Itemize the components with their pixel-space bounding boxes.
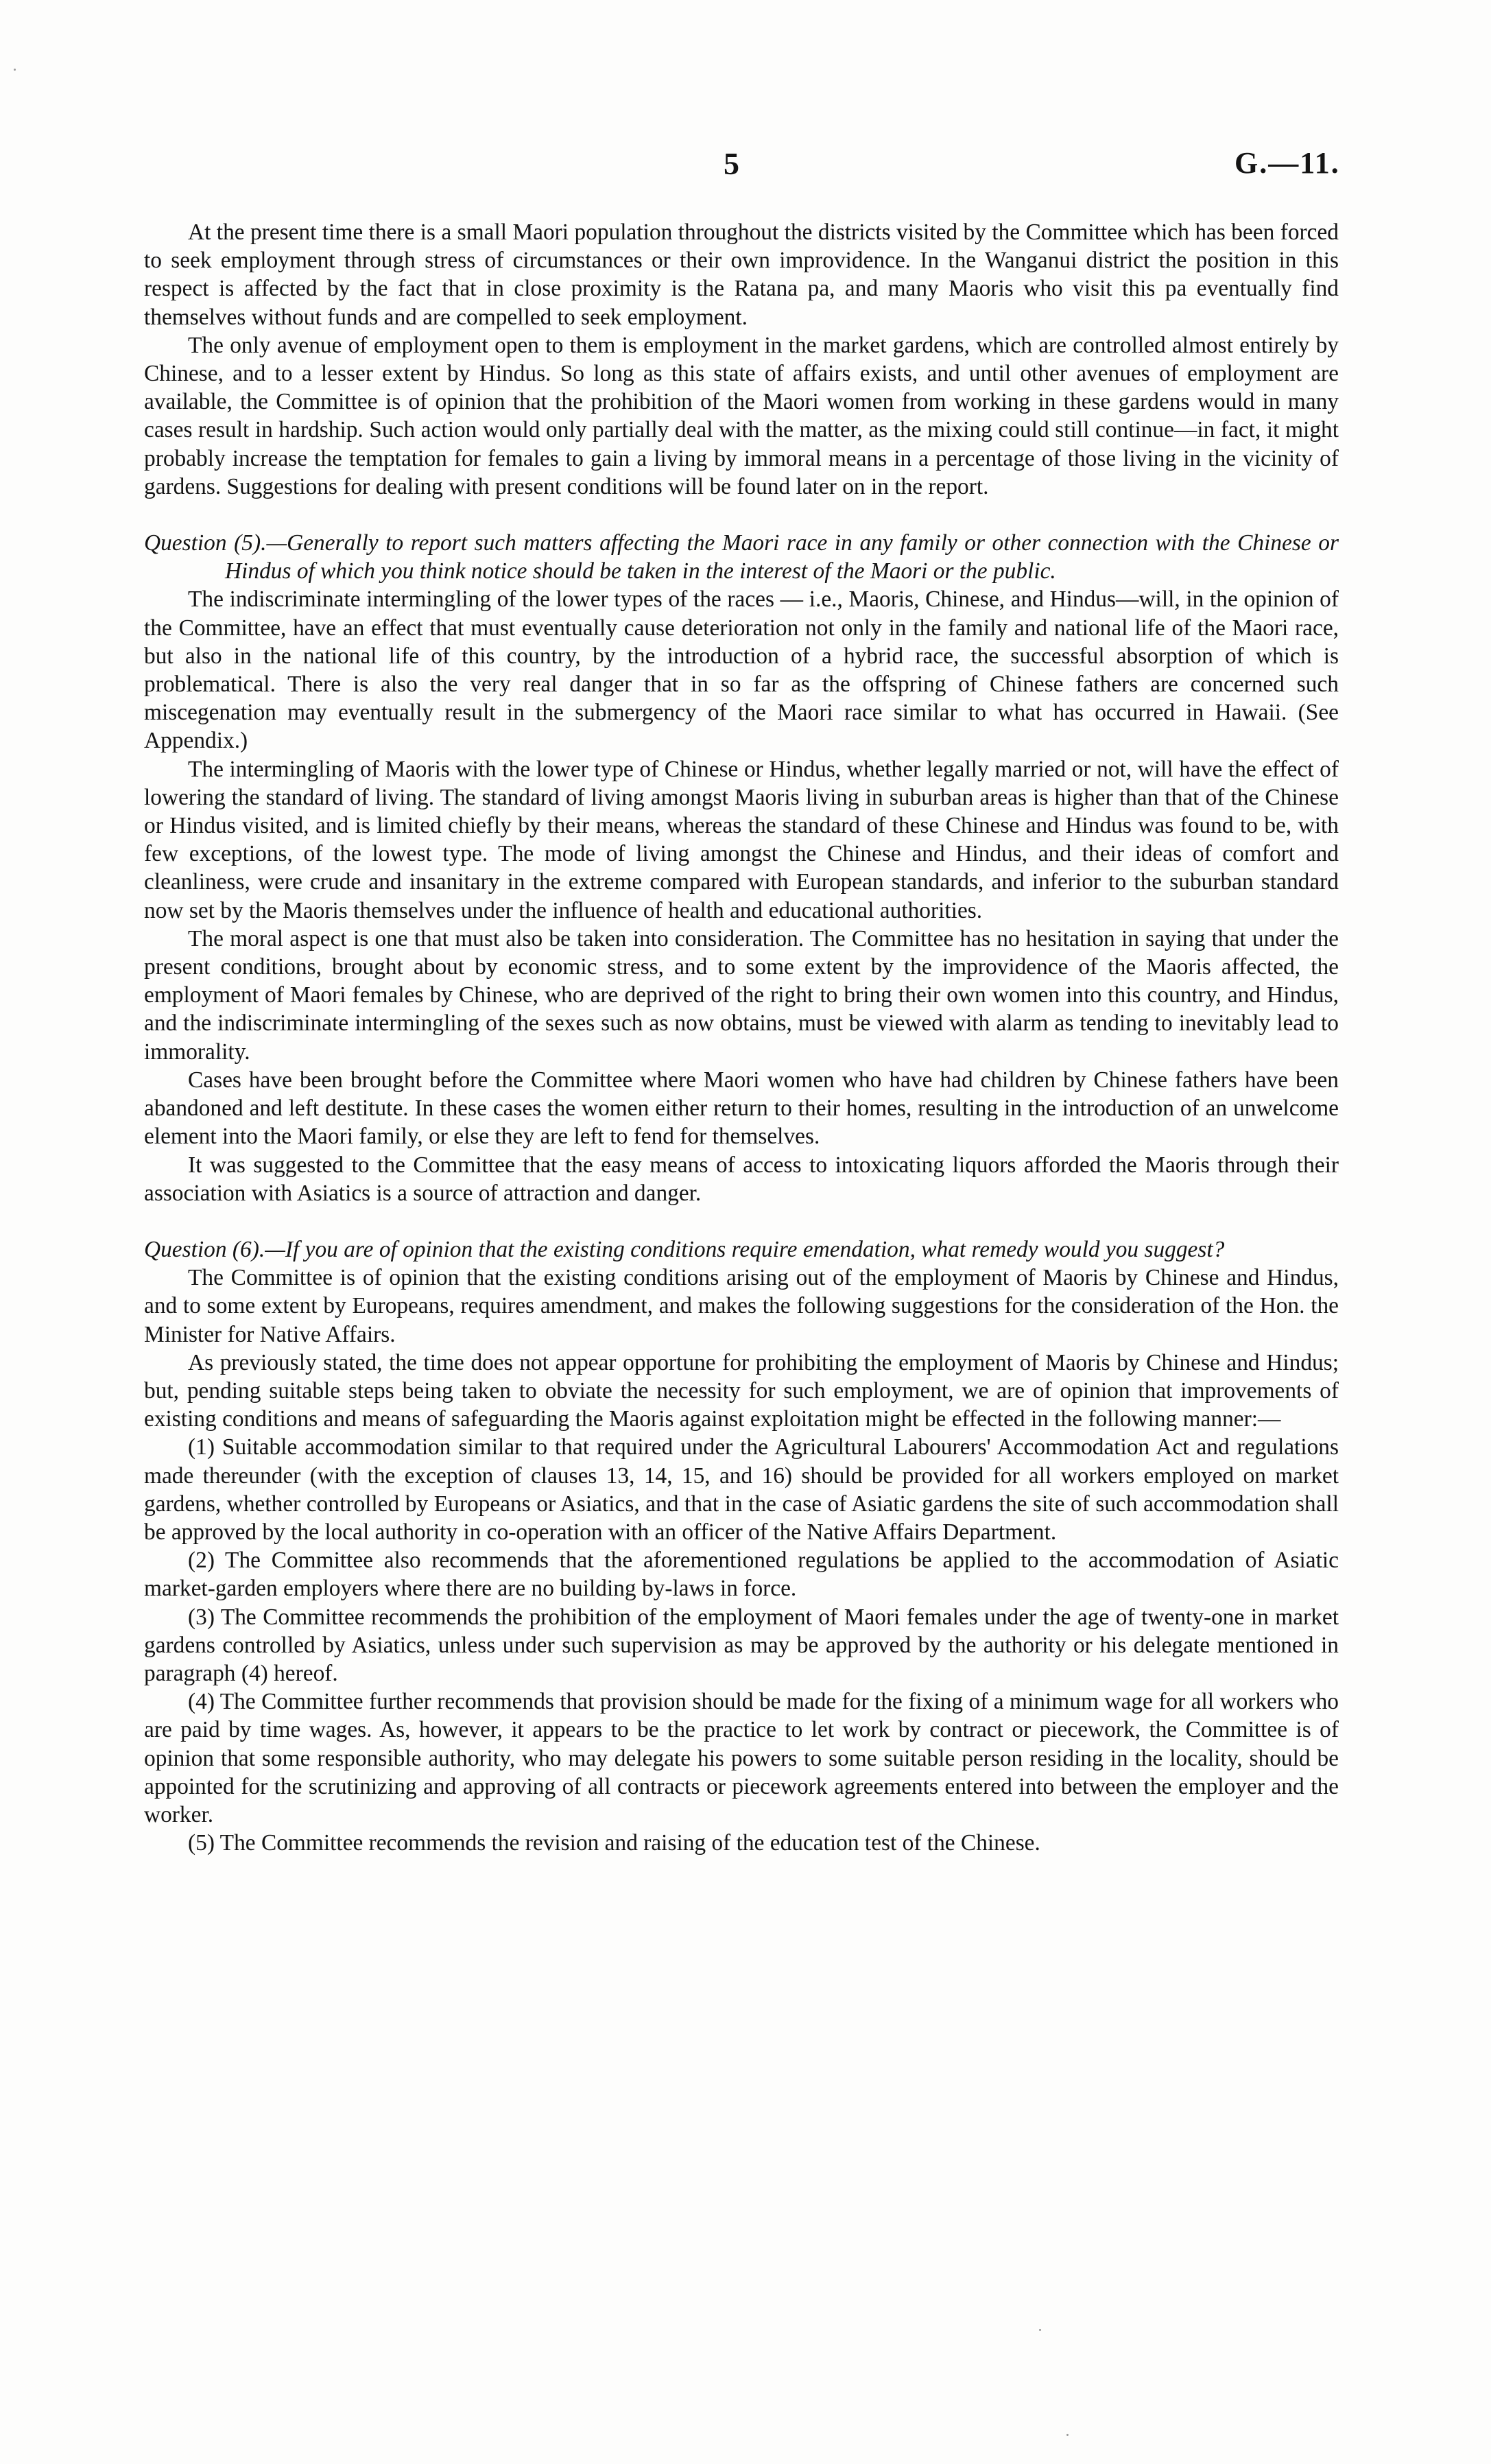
question-5-heading [144, 529, 1339, 585]
question-6-heading [144, 1235, 1339, 1264]
question-text: —If you are of opinion that the existing conditions require emendation, what remedy would you suggest? [265, 1236, 1225, 1262]
paragraph: As previously stated, the time does not appear opportune for prohibiting the employment of Maoris by Chinese and Hindus; but, pending suitable steps being taken to obviate the necessity for such employment, we are of opinion that improvements of existing conditions and means of safeguarding the Maoris against exploitation might be effected in the following manner:— [144, 1349, 1339, 1432]
paragraph: The moral aspect is one that must also be taken into consideration. The Committee has no hesitation in saying that under the present conditions, brought about by economic stress, and to some extent by the improvidence of the Maoris affected, the employment of Maori females by Chinese, who are deprived of the right to bring their own women into this country, and Hindus, and the indiscriminate intermingling of the sexes such as now obtains, must be viewed with alarm as tending to inevitably lead to immorality. [144, 925, 1339, 1065]
recommendation-4: (4) The Committee further recommends that provision should be made for the fixing of a minimum wage for all workers who are paid by time wages. As, however, it appears to be the practice to let work by contract or piecework, the Committee is of opinion that some responsible authority, who may delegate his powers to some suitable person residing in the locality, should be appointed for the scrutinizing and approving of all contracts or piecework agreements entered into between the employer and the worker. [144, 1689, 1339, 1827]
document-reference: G.—11. [1234, 146, 1340, 180]
document-body [144, 218, 1339, 1857]
paragraph: The only avenue of employment open to them is employment in the market gardens, which are controlled almost entirely by Chinese, and to a lesser extent by Hindus. So long as this state of affairs exists, and until other avenues of employment are available, the Committee is of opinion that the prohibition of the Maori women from working in these gardens would in many cases result in hardship. Such action would only partially deal with the matter, as the mixing could still continue—in fact, it might probably increase the temptation for females to gain a living by immoral means in a percentage of those living in the vicinity of gardens. Suggestions for dealing with present conditions will be found later on in the report. [144, 332, 1339, 499]
paragraph: It was suggested to the Committee that the easy means of access to intoxicating liquors afforded the Maoris through their association with Asiatics is a source of attraction and danger. [144, 1152, 1339, 1206]
paragraph: At the present time there is a small Maori population throughout the districts visited by the Committee which has been forced to seek employment through stress of circumstances or their own improvidence. In the Wanganui district the position in this respect is affected by the fact that in close proximity is the Ratana pa, and many Maoris who visit this pa eventually find themselves without funds and are compelled to seek employment. [144, 220, 1339, 330]
recommendation-3: (3) The Committee recommends the prohibition of the employment of Maori females under the age of twenty-one in market gardens controlled by Asiatics, unless under such supervision as may be approved by the authority or his delegate mentioned in paragraph (4) hereof. [144, 1604, 1339, 1686]
question-text: —Generally to report such matters affecting the Maori race in any family or other connection with the Chinese or Hindus of which you think notice should be taken in the interest of the Maori or the public. [225, 530, 1339, 584]
scan-speck [1066, 2434, 1069, 2436]
paragraph: The Committee is of opinion that the existing conditions arising out of the employment of Maoris by Chinese and Hindus, and to some extent by Europeans, requires amendment, and makes the following suggestions for the consideration of the Hon. the Minister for Native Affairs. [144, 1265, 1339, 1347]
question-label: Question (6). [144, 1236, 265, 1262]
recommendation-1: (1) Suitable accommodation similar to that required under the Agricultural Labourers' Accommodation Act and regulations made thereunder (with the exception of clauses 13, 14, 15, and 16) should be provided for all workers employed on market gardens, whether controlled by Europeans or Asiatics, and that in the case of Asiatic gardens the site of such accommodation shall be approved by the local authority in co-operation with an officer of the Native Affairs Department. [144, 1434, 1339, 1545]
recommendation-2: (2) The Committee also recommends that the aforementioned regulations be applied to the accommodation of Asiatic market-garden employers where there are no building by-laws in force. [144, 1548, 1339, 1602]
page-header [0, 145, 1491, 187]
question-label: Question (5). [144, 530, 267, 556]
page-number: 5 [724, 146, 740, 181]
recommendation-5: (5) The Committee recommends the revision and raising of the education test of the Chinese. [188, 1830, 1040, 1856]
paragraph: The indiscriminate intermingling of the lower types of the races — i.e., Maoris, Chinese, and Hindus—will, in the opinion of the Committee, have an effect that must eventually cause deterioration not only in the family and national life of the Maori race, but also in the national life of this country, by the introduction of a hybrid race, the successful absorption of which is problematical. There is also the very real danger that in so far as the offspring of Chinese fathers are concerned such miscegenation may eventually result in the submergency of the Maori race similar to what has occurred in Hawaii. (See Appendix.) [144, 587, 1339, 754]
scan-speck [14, 69, 16, 71]
paragraph: Cases have been brought before the Committee where Maori women who have had children by Chinese fathers have been abandoned and left destitute. In these cases the women either return to their homes, resulting in the introduction of an unwelcome element into the Maori family, or else they are left to fend for themselves. [144, 1067, 1339, 1150]
scan-speck [1039, 2329, 1041, 2331]
paragraph: The intermingling of Maoris with the lower type of Chinese or Hindus, whether legally married or not, will have the effect of lowering the standard of living. The standard of living amongst Maoris living in suburban areas is higher than that of the Chinese or Hindus visited, and is limited chiefly by their means, whereas the standard of these Chinese and Hindus was found to be, with few exceptions, of the lowest type. The mode of living amongst the Chinese and Hindus, and their ideas of comfort and cleanliness, were crude and insanitary in the extreme compared with European standards, and inferior to the suburban standard now set by the Maoris themselves under the influence of health and educational authorities. [144, 756, 1339, 923]
